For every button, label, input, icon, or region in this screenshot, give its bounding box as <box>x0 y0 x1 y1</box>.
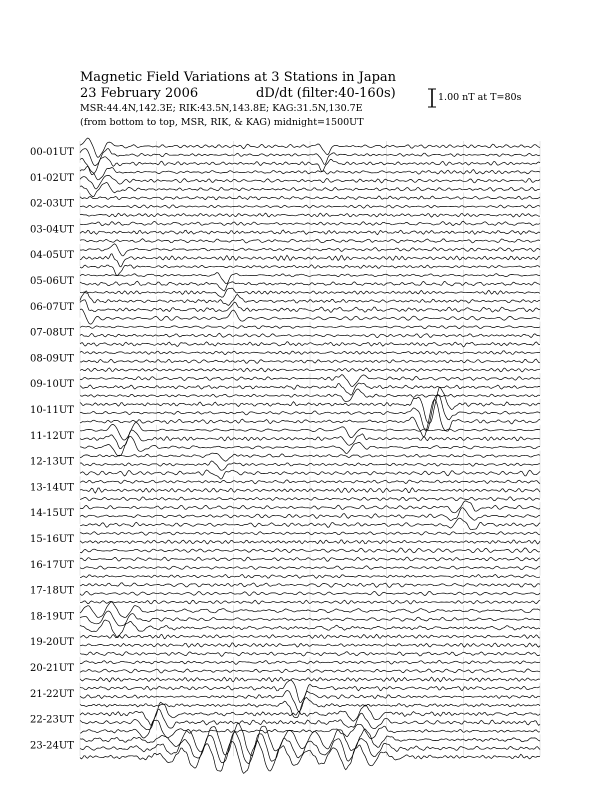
row-label: 05-06UT <box>30 276 74 287</box>
scale-bar-label: 1.00 nT at T=80s <box>438 92 522 103</box>
row-label: 03-04UT <box>30 224 74 236</box>
row-label: 13-14UT <box>30 482 74 494</box>
row-label: 14-15UT <box>30 508 74 520</box>
row-label: 23-24UT <box>30 740 74 752</box>
row-label: 04-05UT <box>30 250 74 262</box>
row-16-17UT <box>30 554 540 579</box>
row-14-15UT <box>30 501 540 530</box>
row-03-04UT <box>30 218 540 243</box>
row-label: 17-18UT <box>30 585 74 597</box>
row-label: 11-12UT <box>30 430 74 442</box>
row-22-23UT <box>30 702 540 739</box>
row-label: 08-09UT <box>30 353 74 365</box>
row-label: 09-10UT <box>30 379 74 391</box>
row-label: 21-22UT <box>30 688 74 700</box>
row-07-08UT <box>30 322 540 347</box>
row-20-21UT <box>30 657 540 682</box>
row-06-07UT <box>30 291 540 324</box>
row-label: 19-20UT <box>30 637 74 649</box>
row-label: 20-21UT <box>30 663 74 674</box>
row-label: 15-16UT <box>30 534 74 545</box>
row-label: 07-08UT <box>30 327 74 339</box>
row-label: 16-17UT <box>30 559 74 571</box>
row-label: 06-07UT <box>30 301 74 313</box>
row-09-10UT <box>30 373 540 401</box>
row-08-09UT <box>30 347 540 372</box>
row-label: 00-01UT <box>30 147 74 158</box>
chart-title: Magnetic Field Variations at 3 Stations in Japan <box>80 70 397 85</box>
row-label: 18-19UT <box>30 611 74 623</box>
row-17-18UT <box>30 580 540 604</box>
row-label: 22-23UT <box>30 714 74 726</box>
row-15-16UT <box>30 528 540 553</box>
row-label: 12-13UT <box>30 456 74 468</box>
row-05-06UT <box>30 270 540 297</box>
row-01-02UT <box>30 166 540 197</box>
station-coordinates: MSR:44.4N,142.3E; RIK:43.5N,143.8E; KAG:31.5N,130.7E <box>80 103 363 114</box>
chart-date: 23 February 2006 <box>80 86 199 101</box>
row-label: 10-11UT <box>30 405 74 416</box>
chart-quantity: dD/dt (filter:40-160s) <box>256 86 396 101</box>
row-label: 02-03UT <box>30 198 74 210</box>
trace-order-note: (from bottom to top, MSR, RIK, & KAG) midnight=1500UT <box>80 117 364 128</box>
scale-bar <box>428 89 436 107</box>
row-19-20UT <box>30 631 540 656</box>
trace-MSR <box>80 342 540 347</box>
row-12-13UT <box>30 451 540 479</box>
row-02-03UT <box>30 193 540 218</box>
row-13-14UT <box>30 476 540 500</box>
row-label: 01-02UT <box>30 172 74 184</box>
